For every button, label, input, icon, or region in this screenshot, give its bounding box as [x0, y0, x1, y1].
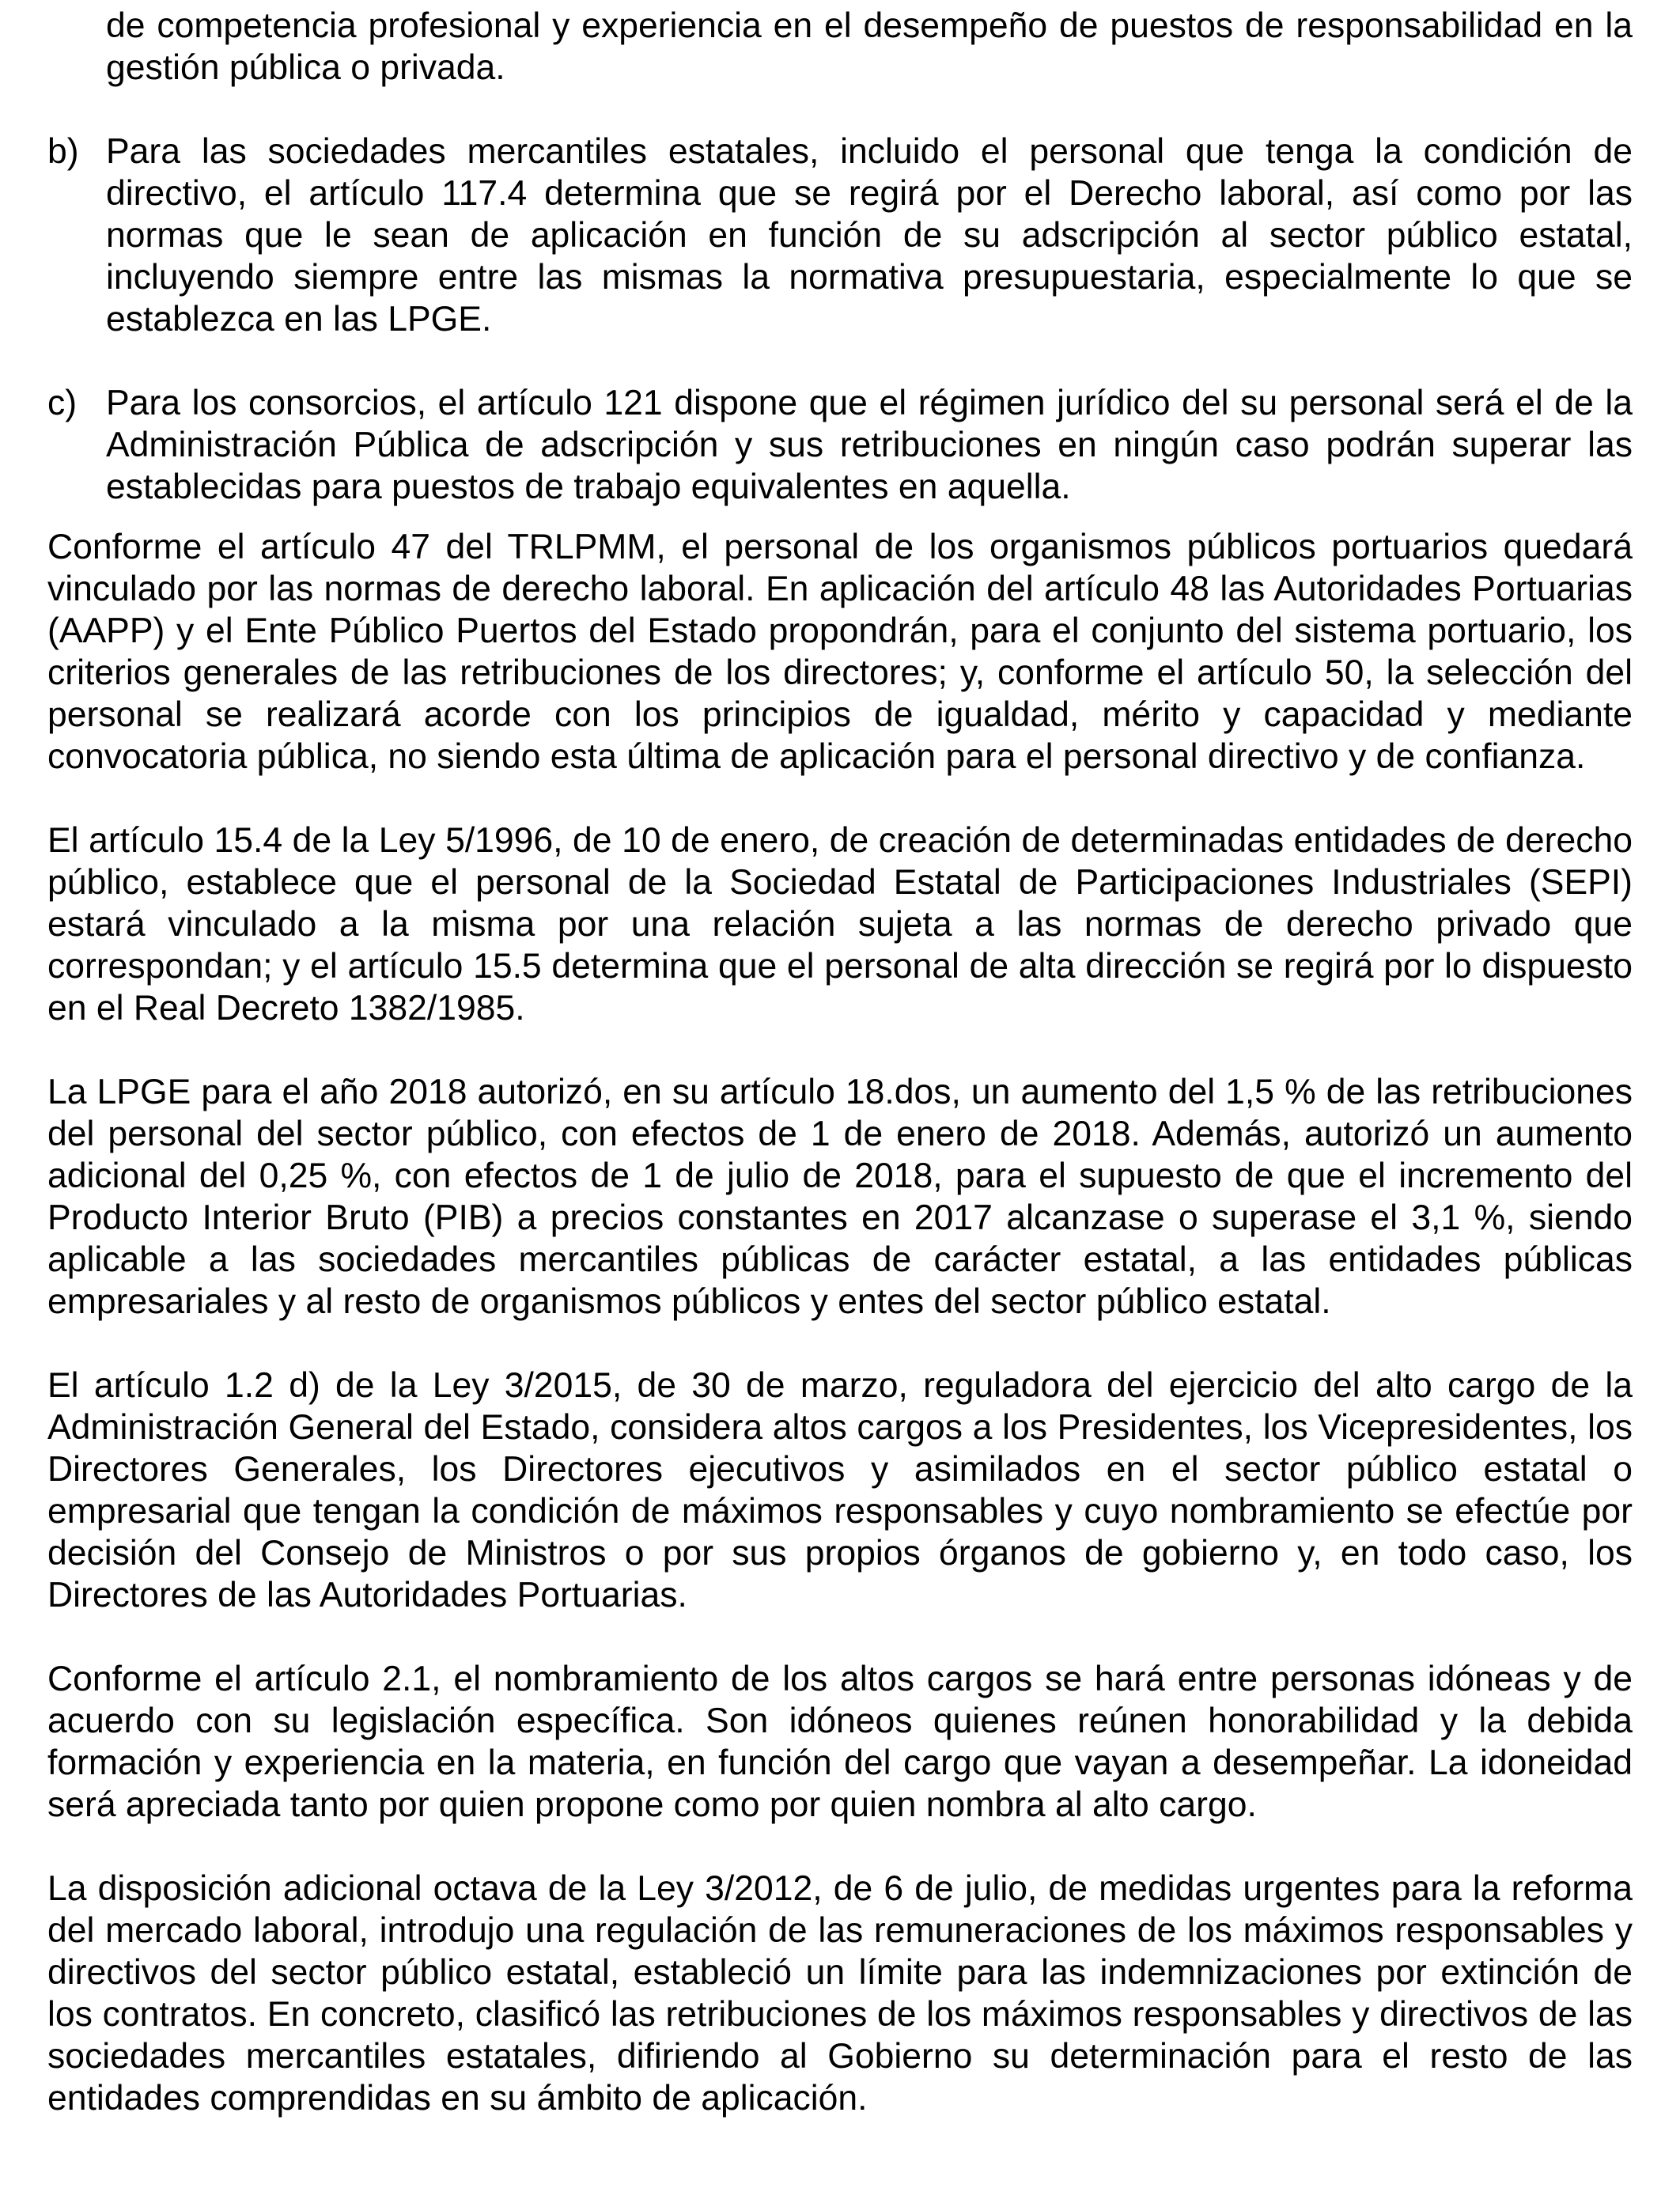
list-marker: b): [47, 132, 79, 171]
list-item-text: Para los consorcios, el artículo 121 dispone que el régimen jurídico del su personal será el de la Administración Pública de adscripción y sus retribuciones en ningún caso podrán superar las establecidas para puestos de trabajo equivalentes en aquella.: [106, 384, 1633, 506]
paragraph-trlpmm: Conforme el artículo 47 del TRLPMM, el personal de los organismos públicos portuarios quedará vinculado por las normas de derecho laboral. En aplicación del artículo 48 las Autoridades Portuarias (AAPP) y el Ente Público Puertos del Estado propondrán, para el conjunto del sistema portuario, los criterios generales de las retribuciones de los directores; y, conforme el artículo 50, la selección del personal se realizará acorde con los principios de igualdad, mérito y capacidad y mediante convocatoria pública, no siendo esta última de aplicación para el personal directivo y de confianza.: [47, 528, 1633, 776]
list-marker: c): [47, 384, 78, 422]
continuation-text: de competencia profesional y experiencia en el desempeño de puestos de responsabilidad en la gestión pública o privada.: [106, 6, 1633, 87]
paragraph-ley-3-2015: El artículo 1.2 d) de la Ley 3/2015, de 30 de marzo, reguladora del ejercicio del alto cargo de la Administración General del Estado, considera altos cargos a los Presidentes, los Vicepresidentes, los Directores Generales, los Directores ejecutivos y asimilados en el sector público estatal o empresarial que tengan la condición de máximos responsables y cuyo nombramiento se efectúe por decisión del Consejo de Ministros o por sus propios órganos de gobierno y, en todo caso, los Directores de las Autoridades Portuarias.: [47, 1366, 1633, 1615]
list-item-b: [47, 131, 1633, 340]
paragraph-ley-5-1996: El artículo 15.4 de la Ley 5/1996, de 10 de enero, de creación de determinadas entidades de derecho público, establece que el personal de la Sociedad Estatal de Participaciones Industriales (SEPI) estará vinculado a la misma por una relación sujeta a las normas de derecho privado que correspondan; y el artículo 15.5 determina que el personal de alta dirección se regirá por lo dispuesto en el Real Decreto 1382/1985.: [47, 821, 1633, 1028]
list-item-text: Para las sociedades mercantiles estatales, incluido el personal que tenga la condición de directivo, el artículo 117.4 determina que se regirá por el Derecho laboral, así como por las normas que le sean de aplicación en función de su adscripción al sector público estatal, incluyendo siempre entre las mismas la normativa presupuestaria, especialmente lo que se establezca en las LPGE.: [106, 132, 1633, 339]
paragraph-articulo-2-1: Conforme el artículo 2.1, el nombramiento de los altos cargos se hará entre personas idóneas y de acuerdo con su legislación específica. Son idóneos quienes reúnen honorabilidad y la debida formación y experiencia en la materia, en función del cargo que vayan a desempeñar. La idoneidad será apreciada tanto por quien propone como por quien nombra al alto cargo.: [47, 1660, 1633, 1824]
paragraph-ley-3-2012: La disposición adicional octava de la Ley 3/2012, de 6 de julio, de medidas urgentes para la reforma del mercado laboral, introdujo una regulación de las remuneraciones de los máximos responsables y directivos del sector público estatal, estableció un límite para las indemnizaciones por extinción de los contratos. En concreto, clasificó las retribuciones de los máximos responsables y directivos de las sociedades mercantiles estatales, difiriendo al Gobierno su determinación para el resto de las entidades comprendidas en su ámbito de aplicación.: [47, 1869, 1633, 2118]
document-page: [47, 5, 1633, 2161]
lettered-list: [47, 131, 1633, 508]
paragraph-lpge-2018: La LPGE para el año 2018 autorizó, en su artículo 18.dos, un aumento del 1,5 % de las retribuciones del personal del sector público, con efectos de 1 de enero de 2018. Además, autorizó un aumento adicional del 0,25 %, con efectos de 1 de julio de 2018, para el supuesto de que el incremento del Producto Interior Bruto (PIB) a precios constantes en 2017 alcanzase o superase el 3,1 %, siendo aplicable a las sociedades mercantiles públicas de carácter estatal, a las entidades públicas empresariales y al resto de organismos públicos y entes del sector público estatal.: [47, 1073, 1633, 1321]
list-item-c: [47, 382, 1633, 508]
